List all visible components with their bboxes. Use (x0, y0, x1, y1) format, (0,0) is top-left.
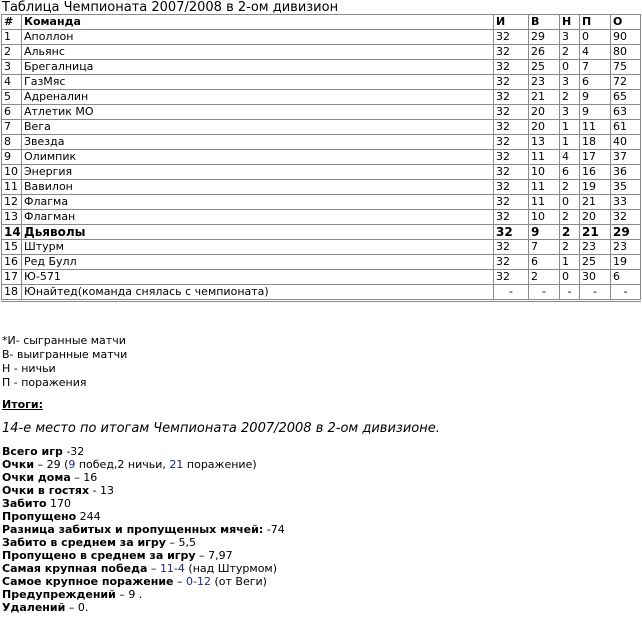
cell-team: Флагма (22, 195, 494, 210)
page-title: Таблица Чемпионата 2007/2008 в 2-ом дивизион (2, 0, 339, 15)
cell-won: 26 (529, 45, 560, 60)
cell-points: - (611, 285, 641, 301)
cell-points: 65 (611, 90, 641, 105)
cell-won: 29 (529, 30, 560, 45)
stat-sendoffs: Удалений – 0. (2, 601, 89, 614)
cell-position: 10 (2, 165, 22, 180)
cell-team: Адреналин (22, 90, 494, 105)
cell-points: 80 (611, 45, 641, 60)
cell-position: 13 (2, 210, 22, 225)
cell-won: 13 (529, 135, 560, 150)
cell-lost: 21 (580, 225, 611, 240)
cell-position: 9 (2, 150, 22, 165)
table-row (2, 165, 641, 180)
cell-played: - (494, 285, 529, 301)
header-team: Команда (22, 15, 494, 30)
cell-lost: 0 (580, 30, 611, 45)
cell-drawn: 6 (560, 165, 580, 180)
cell-points: 29 (611, 225, 641, 240)
table-body (2, 30, 641, 301)
cell-lost: 4 (580, 45, 611, 60)
header-drawn: Н (560, 15, 580, 30)
table-row (2, 285, 641, 301)
cell-team: Ю-571 (22, 270, 494, 285)
cell-drawn: 3 (560, 30, 580, 45)
table-row (2, 60, 641, 75)
legend (2, 334, 127, 390)
cell-played: 32 (494, 255, 529, 270)
cell-points: 32 (611, 210, 641, 225)
table-row (2, 105, 641, 120)
cell-played: 32 (494, 195, 529, 210)
cell-lost: 6 (580, 75, 611, 90)
cell-points: 23 (611, 240, 641, 255)
stat-scored: Забито 170 (2, 497, 72, 510)
cell-position: 3 (2, 60, 22, 75)
stat-goal-difference: Разница забитых и пропущенных мячей: -74 (2, 523, 285, 536)
cell-lost: 9 (580, 90, 611, 105)
cell-played: 32 (494, 165, 529, 180)
cell-position: 4 (2, 75, 22, 90)
cell-lost: 23 (580, 240, 611, 255)
cell-team: Олимпик (22, 150, 494, 165)
header-won: В (529, 15, 560, 30)
cell-points: 40 (611, 135, 641, 150)
cell-team: Ред Булл (22, 255, 494, 270)
cell-team: Флагман (22, 210, 494, 225)
cell-position: 2 (2, 45, 22, 60)
cell-played: 32 (494, 180, 529, 195)
cell-team: Вавилон (22, 180, 494, 195)
cell-points: 63 (611, 105, 641, 120)
cell-drawn: 3 (560, 75, 580, 90)
results-heading: Итоги: (2, 398, 43, 411)
cell-position: 14 (2, 225, 22, 240)
cell-played: 32 (494, 210, 529, 225)
cell-played: 32 (494, 45, 529, 60)
cell-won: 9 (529, 225, 560, 240)
cell-won: 25 (529, 60, 560, 75)
header-lost: П (580, 15, 611, 30)
cell-position: 6 (2, 105, 22, 120)
cell-position: 1 (2, 30, 22, 45)
cell-won: 2 (529, 270, 560, 285)
cell-lost: 19 (580, 180, 611, 195)
cell-team: Альянс (22, 45, 494, 60)
legend-played: *И- сыгранные матчи (2, 334, 126, 347)
table-row (2, 210, 641, 225)
cell-played: 32 (494, 135, 529, 150)
cell-points: 75 (611, 60, 641, 75)
legend-lost: П - поражения (2, 376, 87, 389)
cell-drawn: 1 (560, 255, 580, 270)
cell-won: - (529, 285, 560, 301)
legend-won: В- выигранные матчи (2, 348, 128, 361)
cell-played: 32 (494, 30, 529, 45)
cell-played: 32 (494, 90, 529, 105)
stat-away-points: Очки в гостях - 13 (2, 484, 115, 497)
table-row (2, 240, 641, 255)
cell-won: 11 (529, 180, 560, 195)
season-summary: 14-е место по итогам Чемпионата 2007/2008 в 2-ом дивизионе. (2, 421, 440, 436)
table-row (2, 255, 641, 270)
standings-table (1, 14, 641, 302)
stat-home-points: Очки дома – 16 (2, 471, 98, 484)
cell-drawn: 2 (560, 225, 580, 240)
header-points: О (611, 15, 641, 30)
cell-won: 20 (529, 105, 560, 120)
cell-position: 7 (2, 120, 22, 135)
cell-drawn: 1 (560, 135, 580, 150)
table-row (2, 120, 641, 135)
table-row (2, 90, 641, 105)
cell-drawn: 0 (560, 270, 580, 285)
cell-lost: - (580, 285, 611, 301)
cell-won: 11 (529, 150, 560, 165)
cell-lost: 30 (580, 270, 611, 285)
stat-avg-scored: Забито в среднем за игру – 5,5 (2, 536, 196, 549)
cell-lost: 21 (580, 195, 611, 210)
cell-drawn: 0 (560, 60, 580, 75)
cell-drawn: 4 (560, 150, 580, 165)
stat-biggest-win: Самая крупная победа – 11-4 (над Штурмом) (2, 562, 278, 575)
cell-position: 17 (2, 270, 22, 285)
cell-team: ГазМяс (22, 75, 494, 90)
cell-team: Брегалница (22, 60, 494, 75)
cell-won: 23 (529, 75, 560, 90)
stat-conceded: Пропущено 244 (2, 510, 101, 523)
cell-points: 37 (611, 150, 641, 165)
cell-won: 21 (529, 90, 560, 105)
cell-drawn: 1 (560, 120, 580, 135)
table-row (2, 135, 641, 150)
cell-drawn: 0 (560, 195, 580, 210)
cell-position: 18 (2, 285, 22, 301)
cell-played: 32 (494, 75, 529, 90)
cell-team: Атлетик МО (22, 105, 494, 120)
table-row (2, 45, 641, 60)
cell-drawn: 2 (560, 240, 580, 255)
table-row (2, 180, 641, 195)
cell-drawn: 2 (560, 45, 580, 60)
cell-points: 19 (611, 255, 641, 270)
cell-position: 15 (2, 240, 22, 255)
cell-team: Аполлон (22, 30, 494, 45)
cell-team: Штурм (22, 240, 494, 255)
cell-lost: 9 (580, 105, 611, 120)
cell-lost: 7 (580, 60, 611, 75)
cell-team: Энергия (22, 165, 494, 180)
cell-drawn: 2 (560, 210, 580, 225)
cell-played: 32 (494, 150, 529, 165)
cell-played: 32 (494, 105, 529, 120)
cell-team: Звезда (22, 135, 494, 150)
cell-won: 6 (529, 255, 560, 270)
table-row (2, 75, 641, 90)
cell-played: 32 (494, 60, 529, 75)
header-position: # (2, 15, 22, 30)
stat-games: Всего игр -32 (2, 445, 85, 458)
stat-avg-conceded: Пропущено в среднем за игру – 7,97 (2, 549, 233, 562)
cell-points: 35 (611, 180, 641, 195)
cell-lost: 25 (580, 255, 611, 270)
cell-team: Юнайтед(команда снялась с чемпионата) (22, 285, 494, 301)
cell-drawn: 2 (560, 90, 580, 105)
cell-drawn: 3 (560, 105, 580, 120)
cell-position: 16 (2, 255, 22, 270)
cell-lost: 17 (580, 150, 611, 165)
cell-points: 90 (611, 30, 641, 45)
cell-lost: 18 (580, 135, 611, 150)
cell-won: 10 (529, 210, 560, 225)
cell-played: 32 (494, 120, 529, 135)
cell-position: 5 (2, 90, 22, 105)
cell-won: 11 (529, 195, 560, 210)
cell-won: 20 (529, 120, 560, 135)
cell-position: 8 (2, 135, 22, 150)
cell-played: 32 (494, 225, 529, 240)
table-header-row (2, 15, 641, 30)
cell-points: 33 (611, 195, 641, 210)
stat-warnings: Предупреждений – 9 . (2, 588, 143, 601)
cell-drawn: - (560, 285, 580, 301)
legend-drawn: Н - ничьи (2, 362, 56, 375)
cell-won: 7 (529, 240, 560, 255)
cell-played: 32 (494, 240, 529, 255)
table-row (2, 30, 641, 45)
cell-team: Вега (22, 120, 494, 135)
cell-position: 11 (2, 180, 22, 195)
header-played: И (494, 15, 529, 30)
cell-team: Дьяволы (22, 225, 494, 240)
cell-lost: 16 (580, 165, 611, 180)
cell-points: 72 (611, 75, 641, 90)
table-row (2, 225, 641, 240)
stat-points: Очки – 29 (9 побед,2 ничьи, 21 поражение) (2, 458, 257, 471)
table-row (2, 270, 641, 285)
cell-played: 32 (494, 270, 529, 285)
cell-won: 10 (529, 165, 560, 180)
cell-points: 36 (611, 165, 641, 180)
cell-lost: 11 (580, 120, 611, 135)
cell-position: 12 (2, 195, 22, 210)
cell-lost: 20 (580, 210, 611, 225)
cell-drawn: 2 (560, 180, 580, 195)
stat-biggest-loss: Самое крупное поражение – 0-12 (от Веги) (2, 575, 267, 588)
cell-points: 61 (611, 120, 641, 135)
table-row (2, 150, 641, 165)
stats-block (2, 445, 285, 614)
cell-points: 6 (611, 270, 641, 285)
table-row (2, 195, 641, 210)
